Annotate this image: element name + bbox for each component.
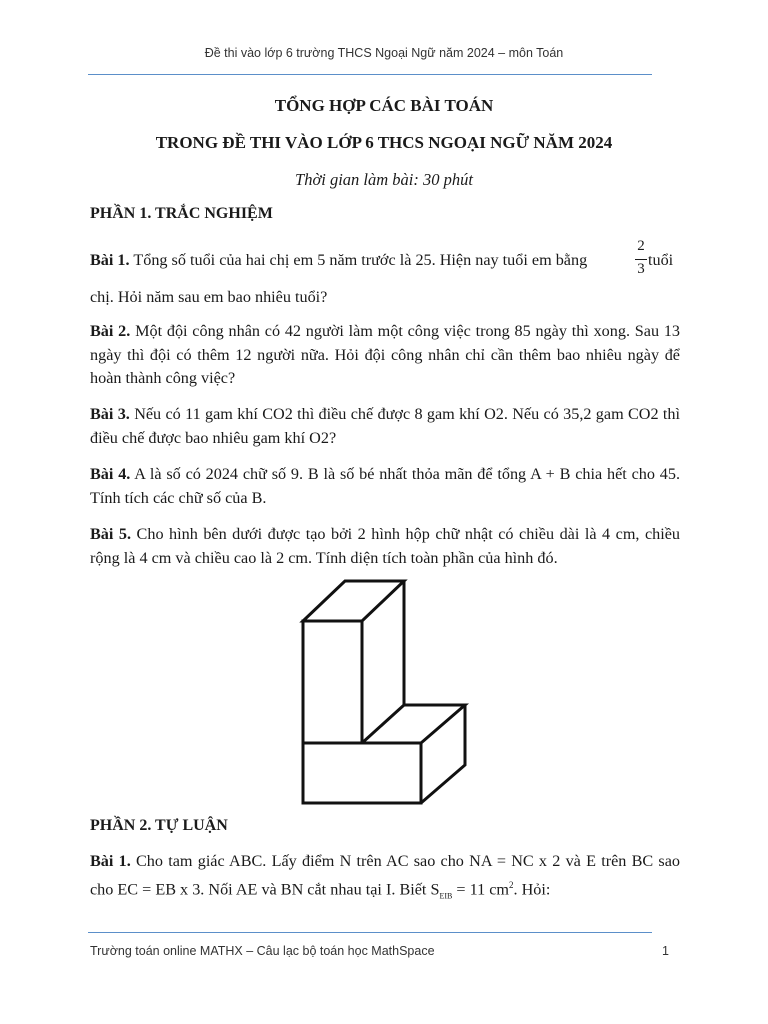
bottom-box-right	[421, 705, 465, 803]
problem-text: Một đội công nhân có 42 người làm một công việc trong 85 ngày thì xong. Sau 13 ngày thì đội có thêm 12 người nữa. Hỏi đội công nhân chỉ cần thêm bao nhiêu ngày để hoàn thành công việc?	[90, 322, 681, 387]
fraction-denominator: 3	[637, 261, 645, 277]
problem-text-b: = 11 cm	[452, 879, 510, 898]
page-number: 1	[662, 944, 669, 958]
box-figure	[290, 575, 480, 815]
problem-label: Bài 3.	[90, 405, 130, 423]
part1-heading: PHẦN 1. TRẮC NGHIỆM	[90, 205, 273, 222]
fraction-bar	[635, 259, 647, 260]
unit-superscript: 2	[509, 879, 514, 890]
doc-title-line1: TỔNG HỢP CÁC BÀI TOÁN	[274, 96, 494, 115]
problem-text: Cho hình bên dưới được tạo bởi 2 hình hộp chữ nhật có chiều dài là 4 cm, chiều rộng là 4 cm và chiều cao là 2 cm. Tính diện tích toàn phần của hình đó.	[90, 525, 681, 567]
problem-text: Tổng số tuổi của hai chị em 5 năm trước là 25. Hiện nay tuổi em bằng	[133, 251, 588, 269]
problem-text: A là số có 2024 chữ số 9. B là số bé nhất thỏa mãn để tổng A + B chia hết cho 45. Tính tích các chữ số của B.	[90, 465, 680, 507]
footer-rule	[88, 932, 652, 933]
doc-title-line2: TRONG ĐỀ THI VÀO LỚP 6 THCS NGOẠI NGỮ NĂM 2024	[155, 133, 613, 152]
problem-4	[90, 463, 680, 510]
page-footer: Trường toán online MATHX – Câu lạc bộ toán học MathSpace	[90, 944, 435, 958]
problem-3	[90, 403, 680, 450]
doc-time-limit: Thời gian làm bài: 30 phút	[295, 170, 473, 189]
tall-box-top	[303, 581, 404, 621]
bottom-box-front	[303, 743, 421, 803]
fraction-numerator: 2	[637, 238, 645, 254]
problem-1-line1	[90, 249, 587, 273]
problem-text: Cho tam giác ABC. Lấy điểm N trên AC sao cho NA = NC x 2 và E trên BC sao cho EC = EB x 3. Nối AE và BN cắt nhau tại I. Biết S	[90, 852, 681, 898]
header-rule	[88, 74, 652, 75]
problem-1-line2: chị. Hỏi năm sau em bao nhiêu tuổi?	[90, 288, 328, 306]
problem-5	[90, 523, 680, 570]
tall-box-front	[303, 621, 362, 743]
problem-text: Nếu có 11 gam khí CO2 thì điều chế được 8 gam khí O2. Nếu có 35,2 gam CO2 thì điều chế được bao nhiêu gam khí O2?	[90, 405, 680, 447]
problem-2	[90, 320, 680, 391]
problem-label: Bài 5.	[90, 525, 132, 543]
bottom-box-top	[362, 705, 465, 743]
problem-label: Bài 4.	[90, 465, 131, 483]
problem-label: Bài 2.	[90, 322, 131, 340]
page-header: Đề thi vào lớp 6 trường THCS Ngoại Ngữ năm 2024 – môn Toán	[204, 46, 564, 60]
problem-label: Bài 1.	[90, 251, 130, 269]
part2-heading: PHẦN 2. TỰ LUẬN	[90, 817, 228, 834]
problem-label: Bài 1.	[90, 852, 131, 870]
problem-1-text-after: tuổi	[648, 251, 674, 269]
essay-problem-1	[90, 850, 680, 908]
problem-text-c: . Hỏi:	[513, 879, 551, 898]
area-subscript: EIB	[439, 891, 453, 901]
